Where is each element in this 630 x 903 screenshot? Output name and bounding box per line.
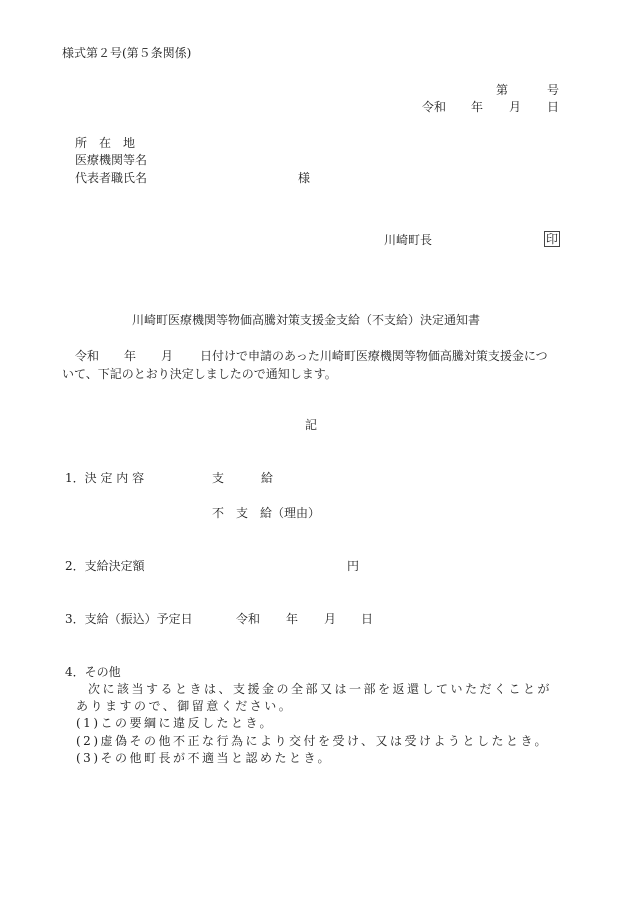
item1-option-nonpay: 不 支 給（理由）: [212, 506, 321, 520]
item4-condition-2: (2)虚偽その他不正な行為により交付を受け、又は受けようとしたとき。: [76, 734, 550, 748]
document-title: 川崎町医療機関等物価高騰対策支援金支給（不支給）決定通知書: [132, 313, 481, 327]
item1-option-pay-b: 給: [261, 471, 274, 485]
body-era: 令和: [75, 349, 100, 363]
seal-icon: 印: [546, 232, 559, 246]
body-month: 月: [161, 349, 174, 363]
body-line1-rest: 日付けで申請のあった川崎町医療機関等物価高騰対策支援金につ: [200, 349, 548, 363]
seal-mark: [544, 231, 560, 247]
institution-label: 医療機関等名: [75, 153, 148, 167]
item2-unit: 円: [347, 559, 360, 573]
item1-label: 1．決 定 内 容: [65, 471, 145, 485]
body-line2: いて、下記のとおり決定しましたので通知します。: [62, 367, 337, 381]
item3-label: 3．支給（振込）予定日: [65, 612, 193, 626]
issuer-name: 川崎町長: [384, 233, 433, 247]
date-month: 月: [509, 100, 522, 114]
item3-day: 日: [361, 612, 374, 626]
date-day: 日: [547, 100, 560, 114]
address-label: 所 在 地: [75, 136, 136, 150]
item3-era: 令和: [236, 612, 261, 626]
item4-label: 4．その他: [65, 665, 121, 679]
item2-label: 2．支給決定額: [65, 559, 145, 573]
honorific: 様: [298, 171, 311, 185]
item4-para1: 次に該当するときは、支援金の全部又は一部を返還していただくことが: [88, 682, 553, 696]
item4-condition-3: (3)その他町長が不適当と認めたとき。: [76, 751, 333, 765]
representative-label: 代表者職氏名: [75, 171, 148, 185]
body-year: 年: [124, 349, 137, 363]
item1-option-pay-a: 支: [212, 471, 225, 485]
item3-month: 月: [324, 612, 337, 626]
doc-number-suffix: 号: [547, 83, 560, 97]
form-number: 様式第２号(第５条関係): [62, 46, 192, 60]
date-era: 令和: [422, 100, 447, 114]
item4-para2: ありますので、御留意ください。: [76, 699, 294, 713]
item4-condition-1: (1)この要綱に違反したとき。: [76, 716, 275, 730]
date-year: 年: [471, 100, 484, 114]
item3-year: 年: [286, 612, 299, 626]
doc-number-prefix: 第: [496, 83, 509, 97]
ki-heading: 記: [305, 418, 318, 432]
